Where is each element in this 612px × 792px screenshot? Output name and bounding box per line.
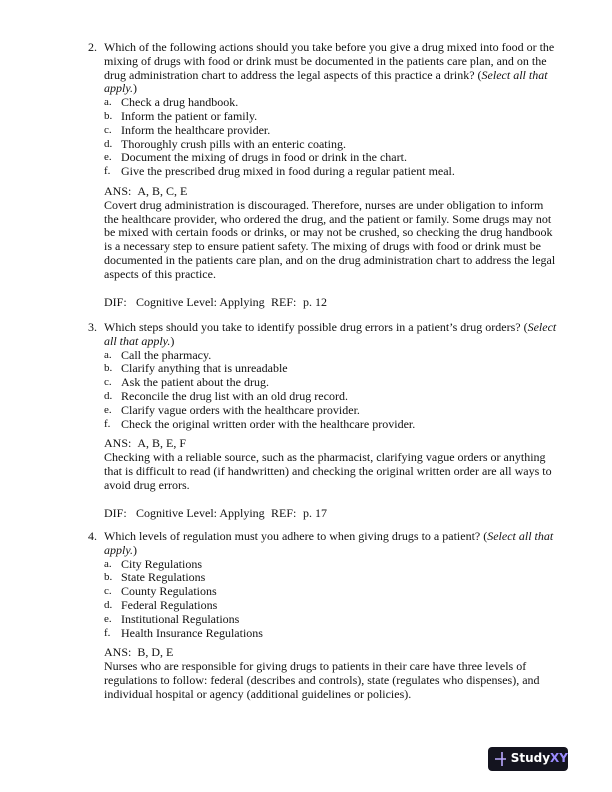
options-list xyxy=(104,349,558,432)
stem-text: Which levels of regulation must you adhere to when giving drugs to a patient? ( xyxy=(104,529,488,543)
option-text: Health Insurance Regulations xyxy=(121,625,263,640)
option xyxy=(104,138,558,152)
stem-instruction: Select all that apply. xyxy=(104,529,554,557)
metadata-line xyxy=(104,507,558,521)
option-text: State Regulations xyxy=(121,570,206,585)
stem-text: Which steps should you take to identify possible drug errors in a patient’s drug orders? ( xyxy=(104,320,528,334)
option-letter: d. xyxy=(104,598,113,611)
option-letter: e. xyxy=(104,403,112,416)
option-letter: e. xyxy=(104,151,112,164)
metadata-line xyxy=(104,296,558,310)
logo-text: Study xyxy=(510,751,551,766)
stem-end: ) xyxy=(133,81,137,96)
option xyxy=(104,585,558,599)
question-4 xyxy=(88,530,558,702)
option-letter: f. xyxy=(104,165,111,178)
answer xyxy=(104,185,558,199)
stem-instruction: Select all that apply. xyxy=(104,67,548,96)
option-letter: e. xyxy=(104,612,112,625)
answer-value: B, D, E xyxy=(137,645,174,660)
option-text: Document the mixing of drugs in food or drink in the chart. xyxy=(121,150,407,165)
stem-end: ) xyxy=(170,333,175,348)
option-letter: b. xyxy=(104,109,113,122)
option-text: Institutional Regulations xyxy=(121,611,240,626)
option xyxy=(104,627,558,641)
option xyxy=(104,613,558,627)
stem-end: ) xyxy=(133,542,137,557)
answer-label: ANS: xyxy=(104,645,132,660)
option-letter: c. xyxy=(104,123,112,136)
question-number: 4. xyxy=(88,529,97,543)
stem-instruction: Select all that apply. xyxy=(104,320,557,348)
rationale: Checking with a reliable source, such as the pharmacist, clarifying vague orders or anything that is difficult to read (if handwritten) and checking the original written order are all ways to avoid drug errors. xyxy=(104,450,552,492)
question-stem xyxy=(104,321,558,349)
rationale: Nurses who are responsible for giving drugs to patients in their care have three levels of regulations to follow: federal (describes and controls), state (regulates who dispenses), and individual hospital or agency (additional guidelines or policies). xyxy=(104,659,540,701)
dif-value: Cognitive Level: Applying xyxy=(136,505,265,520)
option-text: County Regulations xyxy=(121,584,217,599)
rationale: Covert drug administration is discouraged. Therefore, nurses are under obligation to inform the healthcare provider, who ordered the drug, and the patient or family. Some drugs may not be mixed with certain foods or drinks, or may not be crushed, so checking the drug handbook is a necessary step to ensure patient safety. The mixing of drugs with food or drink must be documented in the patients care plan, and on the drug administration chart to address the legal aspects of this practice. xyxy=(104,197,556,281)
option-letter: a. xyxy=(104,348,112,361)
option-text: Inform the healthcare provider. xyxy=(121,122,271,137)
options-list xyxy=(104,96,558,179)
stem-text: Which of the following actions should you take before you give a drug mixed into food or the mixing of drugs with food or drink must be documented in the patients care plan, and on the drug administration chart to address the legal aspects of this practice a drink? ( xyxy=(104,40,555,82)
option-letter: d. xyxy=(104,137,113,150)
option xyxy=(104,390,558,404)
option xyxy=(104,165,558,179)
option-letter: c. xyxy=(104,585,112,598)
option-letter: c. xyxy=(104,376,112,389)
option-text: Inform the patient or family. xyxy=(121,108,258,123)
option-text: Ask the patient about the drug. xyxy=(121,375,269,390)
studyxy-logo[interactable] xyxy=(488,747,568,771)
question-number: 3. xyxy=(88,320,97,334)
question-2 xyxy=(88,41,558,309)
option-letter: f. xyxy=(104,417,111,430)
option xyxy=(104,376,558,390)
option-text: Call the pharmacy. xyxy=(121,347,212,362)
option-text: Clarify anything that is unreadable xyxy=(121,361,288,376)
option-letter: b. xyxy=(104,362,113,375)
option xyxy=(104,418,558,432)
option xyxy=(104,110,558,124)
question-3 xyxy=(88,321,558,520)
ref-value: p. 12 xyxy=(303,294,327,309)
option-text: City Regulations xyxy=(121,556,202,571)
option-text: Reconcile the drug list with an old drug record. xyxy=(121,388,348,403)
option-text: Thoroughly crush pills with an enteric coating. xyxy=(121,136,346,151)
answer-label: ANS: xyxy=(104,183,132,198)
dif-value: Cognitive Level: Applying xyxy=(136,294,265,309)
option-letter: a. xyxy=(104,96,112,109)
option-letter: d. xyxy=(104,389,113,402)
answer-value: A, B, C, E xyxy=(137,183,188,198)
option-letter: b. xyxy=(104,571,113,584)
answer xyxy=(104,437,558,451)
answer-value: A, B, E, F xyxy=(137,436,187,451)
plus-icon xyxy=(494,751,506,767)
option xyxy=(104,124,558,138)
ref-value: p. 17 xyxy=(303,505,327,520)
option xyxy=(104,362,558,376)
option xyxy=(104,349,558,363)
option xyxy=(104,404,558,418)
options-list xyxy=(104,558,558,641)
dif-label: DIF: xyxy=(104,505,127,520)
logo-accent: XY xyxy=(550,751,568,766)
option xyxy=(104,599,558,613)
option-letter: a. xyxy=(104,557,112,570)
option xyxy=(104,571,558,585)
question-stem xyxy=(104,41,558,96)
option-letter: f. xyxy=(104,626,111,639)
ref-label: REF: xyxy=(271,294,297,309)
ref-label: REF: xyxy=(271,505,297,520)
answer xyxy=(104,646,558,660)
option xyxy=(104,96,558,110)
option xyxy=(104,151,558,165)
option-text: Clarify vague orders with the healthcare provider. xyxy=(121,402,360,417)
question-stem xyxy=(104,530,558,558)
option-text: Federal Regulations xyxy=(121,597,218,612)
option-text: Check the original written order with the healthcare provider. xyxy=(121,416,416,431)
dif-label: DIF: xyxy=(104,294,127,309)
option xyxy=(104,558,558,572)
option-text: Give the prescribed drug mixed in food during a regular patient meal. xyxy=(121,164,455,179)
answer-label: ANS: xyxy=(104,436,132,451)
question-number: 2. xyxy=(88,40,97,54)
option-text: Check a drug handbook. xyxy=(121,95,239,110)
